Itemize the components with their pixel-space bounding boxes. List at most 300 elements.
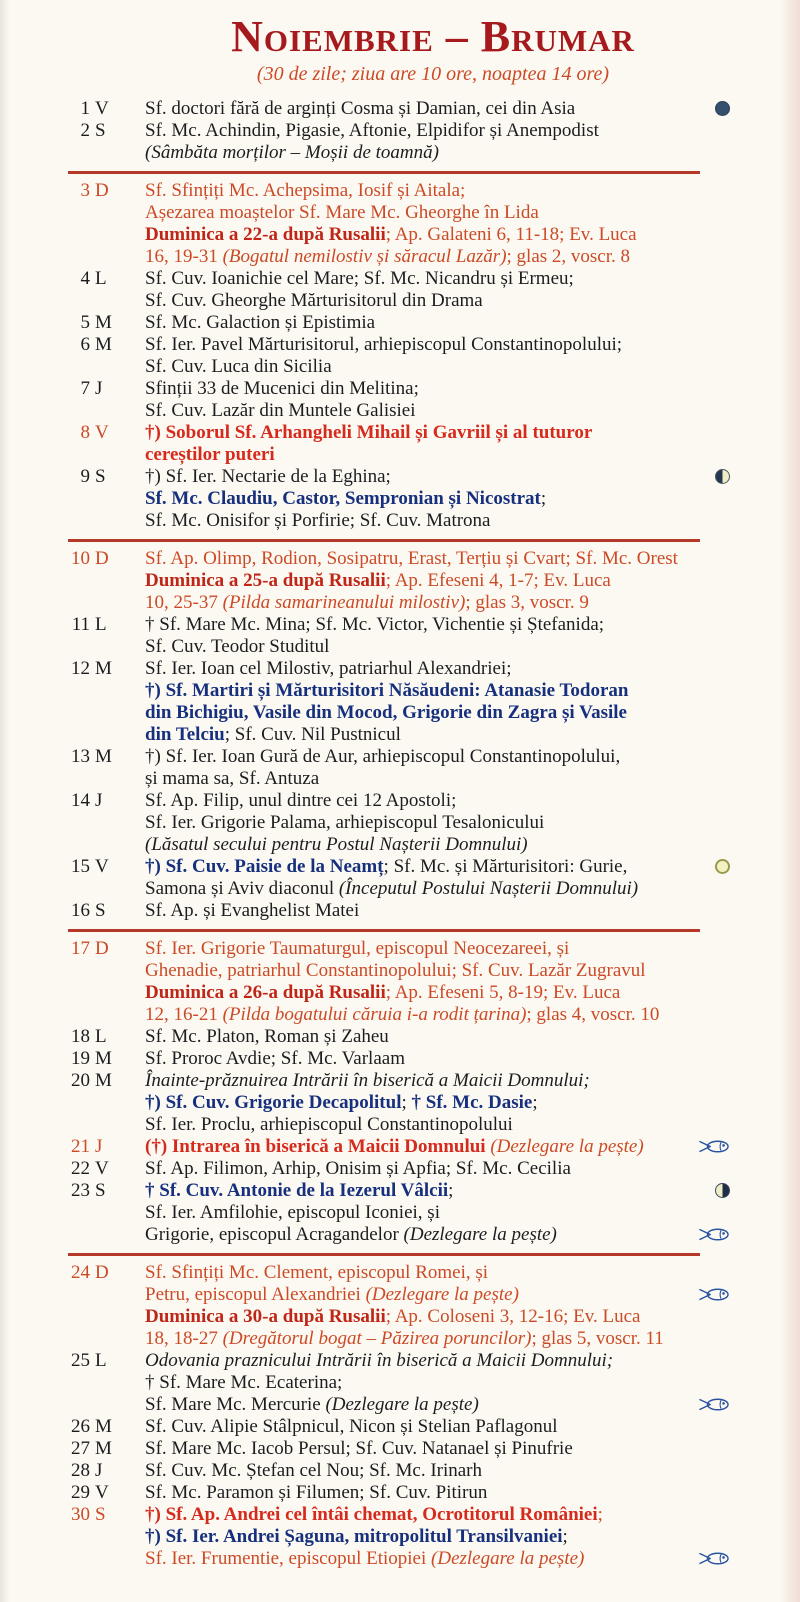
day-of-week: L: [95, 614, 107, 635]
day-label: [66, 334, 145, 356]
feast-line: [145, 1136, 730, 1158]
week-separator-rule: [68, 539, 700, 542]
day-label: [66, 268, 145, 290]
day-number: 13: [71, 746, 90, 767]
feast-text-segment: (Sâmbăta morților – Moșii de toamnă): [145, 142, 439, 163]
day-of-week: L: [95, 268, 107, 289]
feast-text-segment: Sf. Ap. Filimon, Arhip, Onisim și Apfia; Sf. Mc. Cecilia: [145, 1158, 571, 1179]
feast-line: [145, 334, 730, 356]
week-separator-rule: [68, 171, 700, 174]
feast-text-segment: 10, 25-37: [145, 592, 223, 613]
feast-line: [145, 1394, 730, 1416]
fish-icon: [698, 1287, 730, 1302]
feast-text-segment: †) Sf. Martiri și Mărturisitori Năsăudeni: Atanasie Todoran: [145, 680, 629, 701]
calendar-day-row: [66, 1026, 800, 1048]
feast-line: [145, 1416, 730, 1438]
day-label: [66, 658, 145, 680]
day-feasts: [145, 466, 730, 532]
feast-text-segment: din Telciu: [145, 724, 225, 745]
feast-text-segment: Sf. Mc. Galaction și Epistimia: [145, 312, 376, 333]
day-label: [66, 378, 145, 400]
feast-line: [145, 548, 730, 570]
feast-text-segment: Sf. Ier. Proclu, arhiepiscopul Constantinopolului: [145, 1114, 513, 1135]
day-number: 2: [80, 120, 90, 141]
feast-text-segment: ; Ap. Coloseni 3, 12-16; Ev. Luca: [385, 1306, 641, 1327]
feast-text-segment: Sf. Ier. Amfilohie, episcopul Iconiei, și: [145, 1202, 440, 1223]
day-number: 22: [71, 1158, 90, 1179]
day-label: [66, 1504, 145, 1526]
feast-text-segment: (Pilda bogatului căruia i-a rodit țarina): [222, 1004, 527, 1025]
day-label: [66, 422, 145, 444]
feast-text-segment: ; Ap. Efeseni 4, 1-7; Ev. Luca: [385, 570, 611, 591]
fish-icon: [698, 1227, 730, 1242]
feast-text-segment: ; Ap. Efeseni 5, 8-19; Ev. Luca: [385, 982, 621, 1003]
feast-line: [145, 1048, 730, 1070]
calendar-day-row: [66, 312, 800, 334]
day-label: [66, 1482, 145, 1504]
feast-text-segment: (Dezlegare la pește): [490, 1136, 644, 1157]
feast-line: [145, 1224, 730, 1246]
calendar-day-row: [66, 1070, 800, 1136]
day-of-week: J: [95, 378, 103, 399]
feast-text-segment: Duminica a 30-a după Rusalii: [145, 1306, 386, 1327]
moon-last-quarter-icon: [715, 1183, 730, 1198]
feast-text-segment: (Dezlegare la pește): [403, 1224, 557, 1245]
day-feasts: [145, 1158, 730, 1180]
feast-line: [145, 1092, 730, 1114]
feast-text-segment: Sf. Mc. Achindin, Pigasie, Aftonie, Elpidifor și Anempodist: [145, 120, 599, 141]
day-feasts: [145, 312, 730, 334]
day-feasts: [145, 120, 730, 164]
day-label: [66, 856, 145, 878]
day-of-week: S: [95, 1504, 106, 1525]
calendar-day-row: [66, 1438, 800, 1460]
day-number: 16: [71, 900, 90, 921]
feast-text-segment: †) Sf. Ier. Ioan Gură de Aur, arhiepiscopul Constantinopolului,: [145, 746, 621, 767]
day-label: [66, 746, 145, 768]
feast-text-segment: (Dezlegare la pește): [431, 1548, 585, 1569]
feast-line: [145, 1158, 730, 1180]
day-number: 14: [71, 790, 90, 811]
feast-line: [145, 746, 730, 768]
feast-text-segment: Odovania praznicului Intrării în biserică a Maicii Domnului;: [145, 1350, 614, 1371]
feast-text-segment: Grigorie, episcopul Acragandelor: [145, 1224, 404, 1245]
feast-line: [145, 724, 730, 746]
calendar-day-row: [66, 1416, 800, 1438]
feast-text-segment: Petru, episcopul Alexandriei: [145, 1284, 366, 1305]
day-feasts: [145, 422, 730, 466]
day-label: [66, 1048, 145, 1070]
day-number: 24: [71, 1262, 90, 1283]
feast-line: [145, 1262, 730, 1284]
day-feasts: [145, 856, 730, 900]
calendar-day-row: [66, 1048, 800, 1070]
feast-text-segment: † Sf. Mc. Dasie: [411, 1092, 533, 1113]
feast-text-segment: ;: [562, 1526, 568, 1547]
feast-text-segment: ;: [532, 1092, 538, 1113]
day-number: 9: [80, 466, 90, 487]
fish-icon: [698, 1397, 730, 1412]
feast-text-segment: 18, 18-27: [145, 1328, 223, 1349]
feast-line: [145, 1460, 730, 1482]
day-label: [66, 1262, 145, 1284]
day-number: 20: [71, 1070, 90, 1091]
day-of-week: D: [95, 1262, 109, 1283]
feast-line: [145, 400, 730, 422]
feast-text-segment: †) Sf. Ier. Andrei Șaguna, mitropolitul Transilvaniei: [145, 1526, 563, 1547]
day-feasts: [145, 1070, 730, 1136]
feast-text-segment: ; Sf. Cuv. Nil Pustnicul: [224, 724, 401, 745]
feast-line: [145, 1284, 730, 1306]
feast-text-segment: ;: [401, 1092, 412, 1113]
week-separator-rule: [68, 1253, 700, 1256]
day-number: 8: [80, 422, 90, 443]
day-feasts: [145, 614, 730, 658]
feast-line: [145, 1504, 730, 1526]
day-number: 11: [71, 614, 90, 635]
day-of-week: V: [95, 856, 109, 877]
feast-text-segment: Sf. Ap. și Evanghelist Matei: [145, 900, 360, 921]
feast-text-segment: Duminica a 26-a după Rusalii: [145, 982, 386, 1003]
feast-line: [145, 768, 730, 790]
calendar-day-row: [66, 658, 800, 746]
day-number: 26: [71, 1416, 90, 1437]
day-of-week: M: [95, 1416, 112, 1437]
feast-line: [145, 1306, 730, 1328]
feast-line: [145, 636, 730, 658]
day-number: 4: [80, 268, 90, 289]
calendar-day-row: [66, 1482, 800, 1504]
feast-line: [145, 1438, 730, 1460]
feast-text-segment: (Bogatul nemilostiv și săracul Lazăr): [222, 246, 507, 267]
feast-line: [145, 960, 730, 982]
calendar-day-row: [66, 1136, 800, 1158]
day-label: [66, 614, 145, 636]
feast-text-segment: Sf. Ier. Ioan cel Milostiv, patriarhul Alexandriei;: [145, 658, 512, 679]
feast-text-segment: Sf. Mc. Onisifor și Porfirie; Sf. Cuv. Matrona: [145, 510, 491, 531]
day-of-week: M: [95, 1048, 112, 1069]
month-subtitle: (30 de zile; ziua are 10 ore, noaptea 14 ore): [256, 63, 610, 85]
feast-line: [145, 1114, 730, 1136]
day-of-week: M: [95, 334, 112, 355]
day-of-week: V: [95, 1482, 109, 1503]
feast-line: [145, 680, 730, 702]
calendar-day-row: [66, 466, 800, 532]
day-feasts: [145, 900, 730, 922]
calendar-day-row: [66, 548, 800, 614]
feast-text-segment: † Sf. Cuv. Antonie de la Iezerul Vâlcii: [145, 1180, 449, 1201]
feast-line: [145, 142, 730, 164]
feast-line: [145, 1004, 730, 1026]
feast-line: [145, 290, 730, 312]
feast-text-segment: Sf. Cuv. Lazăr din Muntele Galisiei: [145, 400, 416, 421]
feast-text-segment: și mama sa, Sf. Antuza: [145, 768, 320, 789]
feast-text-segment: (Începutul Postului Nașterii Domnului): [338, 878, 639, 899]
day-of-week: J: [95, 1460, 103, 1481]
feast-text-segment: ;: [448, 1180, 454, 1201]
day-of-week: M: [95, 1438, 112, 1459]
day-of-week: S: [95, 120, 106, 141]
moon-new-icon: [715, 101, 730, 116]
feast-text-segment: Sf. Mc. Paramon și Filumen; Sf. Cuv. Pitirun: [145, 1482, 488, 1503]
week-separator-rule: [68, 929, 700, 932]
day-number: 19: [71, 1048, 90, 1069]
day-of-week: V: [95, 98, 109, 119]
day-number: 18: [71, 1026, 90, 1047]
feast-text-segment: Sf. Ier. Pavel Mărturisitorul, arhiepiscopul Constantinopolului;: [145, 334, 623, 355]
feast-text-segment: Sf. Cuv. Mc. Ștefan cel Nou; Sf. Mc. Irinarh: [145, 1460, 483, 1481]
moon-full-icon: [715, 859, 730, 874]
day-number: 5: [80, 312, 90, 333]
feast-text-segment: Sf. Ier. Frumentie, episcopul Etiopiei: [145, 1548, 432, 1569]
fish-icon: [698, 1139, 730, 1154]
feast-text-segment: ;: [540, 488, 547, 509]
calendar-day-row: [66, 790, 800, 856]
calendar-day-row: [66, 334, 800, 378]
feast-line: [145, 1350, 730, 1372]
day-feasts: [145, 1026, 730, 1048]
feast-line: [145, 378, 730, 400]
feast-text-segment: 12, 16-21: [145, 1004, 223, 1025]
calendar-day-row: [66, 938, 800, 1026]
calendar-day-row: [66, 120, 800, 164]
day-feasts: [145, 658, 730, 746]
feast-line: [145, 488, 730, 510]
day-label: [66, 466, 145, 488]
day-feasts: [145, 548, 730, 614]
day-feasts: [145, 1048, 730, 1070]
calendar-day-row: [66, 746, 800, 790]
day-number: 1: [80, 98, 90, 119]
feast-text-segment: ; glas 2, voscr. 8: [506, 246, 631, 267]
day-number: 28: [71, 1460, 90, 1481]
calendar-day-row: [66, 268, 800, 312]
feast-text-segment: Sf. Ap. Filip, unul dintre cei 12 Apostoli;: [145, 790, 457, 811]
day-feasts: [145, 1416, 730, 1438]
feast-line: [145, 224, 730, 246]
feast-line: [145, 856, 730, 878]
feast-line: [145, 422, 730, 444]
day-label: [66, 1070, 145, 1092]
day-number: 25: [71, 1350, 90, 1371]
feast-line: [145, 658, 730, 680]
day-list: [66, 98, 800, 1570]
feast-text-segment: (Pilda samarineanului milostiv): [222, 592, 466, 613]
feast-text-segment: (Dezlegare la pește): [365, 1284, 519, 1305]
day-number: 10: [71, 548, 90, 569]
day-feasts: [145, 1438, 730, 1460]
day-feasts: [145, 378, 730, 422]
feast-text-segment: Ghenadie, patriarhul Constantinopolului; Sf. Cuv. Lazăr Zugravul: [145, 960, 646, 981]
calendar-day-row: [66, 378, 800, 422]
day-label: [66, 180, 145, 202]
feast-text-segment: Sf. Ier. Grigorie Taumaturgul, episcopul Neocezareei, și: [145, 938, 570, 959]
feast-text-segment: †) Sf. Ier. Nectarie de la Eghina;: [145, 466, 391, 487]
day-label: [66, 900, 145, 922]
day-label: [66, 1416, 145, 1438]
feast-line: [145, 878, 730, 900]
feast-text-segment: ; glas 5, voscr. 11: [531, 1328, 664, 1349]
feast-text-segment: Sf. Ap. Olimp, Rodion, Sosipatru, Erast, Terțiu și Cvart; Sf. Mc. Orest: [145, 548, 678, 569]
feast-text-segment: (Dezlegare la pește): [325, 1394, 479, 1415]
day-of-week: V: [95, 422, 109, 443]
feast-text-segment: Samona și Aviv diaconul: [145, 878, 339, 899]
feast-text-segment: Sf. Cuv. Gheorghe Mărturisitorul din Drama: [145, 290, 483, 311]
feast-text-segment: †) Sf. Cuv. Paisie de la Neamț: [145, 856, 384, 877]
day-of-week: J: [95, 790, 103, 811]
feast-line: [145, 202, 730, 224]
feast-text-segment: † Sf. Mare Mc. Mina; Sf. Mc. Victor, Vichentie și Ștefanida;: [145, 614, 605, 635]
calendar-day-row: [66, 900, 800, 922]
feast-text-segment: Sf. Cuv. Luca din Sicilia: [145, 356, 332, 377]
calendar-day-row: [66, 422, 800, 466]
day-number: 3: [80, 180, 90, 201]
day-of-week: M: [95, 312, 112, 333]
feast-line: [145, 1070, 730, 1092]
day-label: [66, 1350, 145, 1372]
feast-line: [145, 246, 730, 268]
day-feasts: [145, 790, 730, 856]
feast-text-segment: †) Soborul Sf. Arhangheli Mihail și Gavriil și al tuturor: [145, 422, 593, 443]
day-label: [66, 938, 145, 960]
fish-icon: [698, 1551, 730, 1566]
feast-line: [145, 834, 730, 856]
day-number: 29: [71, 1482, 90, 1503]
feast-text-segment: Sf. Cuv. Alipie Stâlpnicul, Nicon și Stelian Paflagonul: [145, 1416, 558, 1437]
feast-text-segment: Sfinții 33 de Mucenici din Melitina;: [145, 378, 419, 399]
feast-line: [145, 312, 730, 334]
calendar-day-row: [66, 1460, 800, 1482]
feast-text-segment: Duminica a 25-a după Rusalii: [145, 570, 386, 591]
feast-line: [145, 592, 730, 614]
day-number: 27: [71, 1438, 90, 1459]
day-of-week: S: [95, 1180, 106, 1201]
day-of-week: S: [95, 900, 106, 921]
feast-text-segment: cereștilor puteri: [145, 444, 275, 465]
day-feasts: [145, 98, 730, 120]
day-number: 7: [80, 378, 90, 399]
feast-text-segment: ; Sf. Mc. și Mărturisitori: Gurie,: [383, 856, 628, 877]
feast-text-segment: Sf. Mare Mc. Iacob Persul; Sf. Cuv. Natanael și Pinufrie: [145, 1438, 573, 1459]
feast-line: [145, 1372, 730, 1394]
feast-text-segment: † Sf. Mare Mc. Ecaterina;: [145, 1372, 343, 1393]
day-label: [66, 1180, 145, 1202]
feast-text-segment: Sf. Mare Mc. Mercurie: [145, 1394, 326, 1415]
day-of-week: J: [95, 1136, 103, 1157]
moon-full-icon: [715, 859, 730, 874]
day-of-week: L: [95, 1350, 107, 1371]
day-of-week: D: [95, 938, 109, 959]
day-of-week: D: [95, 548, 109, 569]
day-label: [66, 1438, 145, 1460]
feast-text-segment: ; glas 3, voscr. 9: [465, 592, 589, 613]
feast-text-segment: Sf. Sfințiți Mc. Clement, episcopul Romei, și: [145, 1262, 489, 1283]
feast-line: [145, 570, 730, 592]
day-number: 17: [71, 938, 90, 959]
day-feasts: [145, 1460, 730, 1482]
feast-line: [145, 510, 730, 532]
calendar-day-row: [66, 1180, 800, 1246]
feast-line: [145, 1026, 730, 1048]
feast-text-segment: ;: [597, 1504, 603, 1525]
month-title: Noiembrie – Brumar: [231, 12, 635, 61]
feast-line: [145, 98, 730, 120]
feast-text-segment: (†) Intrarea în biserică a Maicii Domnului: [145, 1136, 491, 1157]
calendar-day-row: [66, 1262, 800, 1350]
day-label: [66, 1158, 145, 1180]
day-feasts: [145, 1504, 730, 1570]
day-feasts: [145, 938, 730, 1026]
day-label: [66, 120, 145, 142]
day-label: [66, 1026, 145, 1048]
feast-line: [145, 812, 730, 834]
calendar-day-row: [66, 1158, 800, 1180]
feast-text-segment: (Dregătorul bogat – Păzirea poruncilor): [222, 1328, 532, 1349]
feast-line: [145, 268, 730, 290]
day-feasts: [145, 268, 730, 312]
feast-text-segment: †) Sf. Ap. Andrei cel întâi chemat, Ocrotitorul României: [145, 1504, 598, 1525]
feast-line: [145, 790, 730, 812]
day-feasts: [145, 1136, 730, 1158]
feast-text-segment: Sf. Mc. Claudiu, Castor, Sempronian și Nicostrat: [145, 488, 541, 509]
day-of-week: V: [95, 1158, 109, 1179]
feast-line: [145, 900, 730, 922]
feast-text-segment: Așezarea moaștelor Sf. Mare Mc. Gheorghe în Lida: [145, 202, 539, 223]
feast-line: [145, 1526, 730, 1548]
day-feasts: [145, 180, 730, 268]
feast-line: [145, 938, 730, 960]
day-number: 23: [71, 1180, 90, 1201]
page-header: [66, 14, 800, 86]
feast-text-segment: Sf. doctori fără de arginți Cosma și Damian, cei din Asia: [145, 98, 576, 119]
day-number: 12: [71, 658, 90, 679]
day-label: [66, 98, 145, 120]
day-feasts: [145, 1350, 730, 1416]
feast-text-segment: ; glas 4, voscr. 10: [526, 1004, 660, 1025]
day-number: 6: [80, 334, 90, 355]
day-number: 30: [71, 1504, 90, 1525]
moon-first-quarter-icon: [715, 469, 730, 484]
feast-text-segment: din Bichigiu, Vasile din Mocod, Grigorie din Zagra și Vasile: [145, 702, 627, 723]
day-feasts: [145, 746, 730, 790]
day-number: 15: [71, 856, 90, 877]
feast-line: [145, 1180, 730, 1202]
day-of-week: M: [95, 1070, 112, 1091]
feast-line: [145, 614, 730, 636]
feast-line: [145, 180, 730, 202]
feast-text-segment: Sf. Cuv. Teodor Studitul: [145, 636, 330, 657]
calendar-day-row: [66, 180, 800, 268]
feast-text-segment: 16, 19-31: [145, 246, 223, 267]
feast-text-segment: †) Sf. Cuv. Grigorie Decapolitul: [145, 1092, 402, 1113]
calendar-day-row: [66, 1350, 800, 1416]
feast-line: [145, 982, 730, 1004]
feast-text-segment: Sf. Sfințiți Mc. Achepsima, Iosif și Aitala;: [145, 180, 466, 201]
feast-line: [145, 1548, 730, 1570]
feast-line: [145, 1482, 730, 1504]
feast-line: [145, 120, 730, 142]
day-of-week: M: [95, 746, 112, 767]
day-feasts: [145, 1180, 730, 1246]
feast-text-segment: (Lăsatul secului pentru Postul Nașterii Domnului): [145, 834, 528, 855]
moon-last-quarter-icon: [715, 1183, 730, 1198]
day-label: [66, 1460, 145, 1482]
day-label: [66, 548, 145, 570]
feast-text-segment: Sf. Cuv. Ioanichie cel Mare; Sf. Mc. Nicandru și Ermeu;: [145, 268, 574, 289]
feast-line: [145, 356, 730, 378]
day-feasts: [145, 334, 730, 378]
day-of-week: M: [95, 658, 112, 679]
